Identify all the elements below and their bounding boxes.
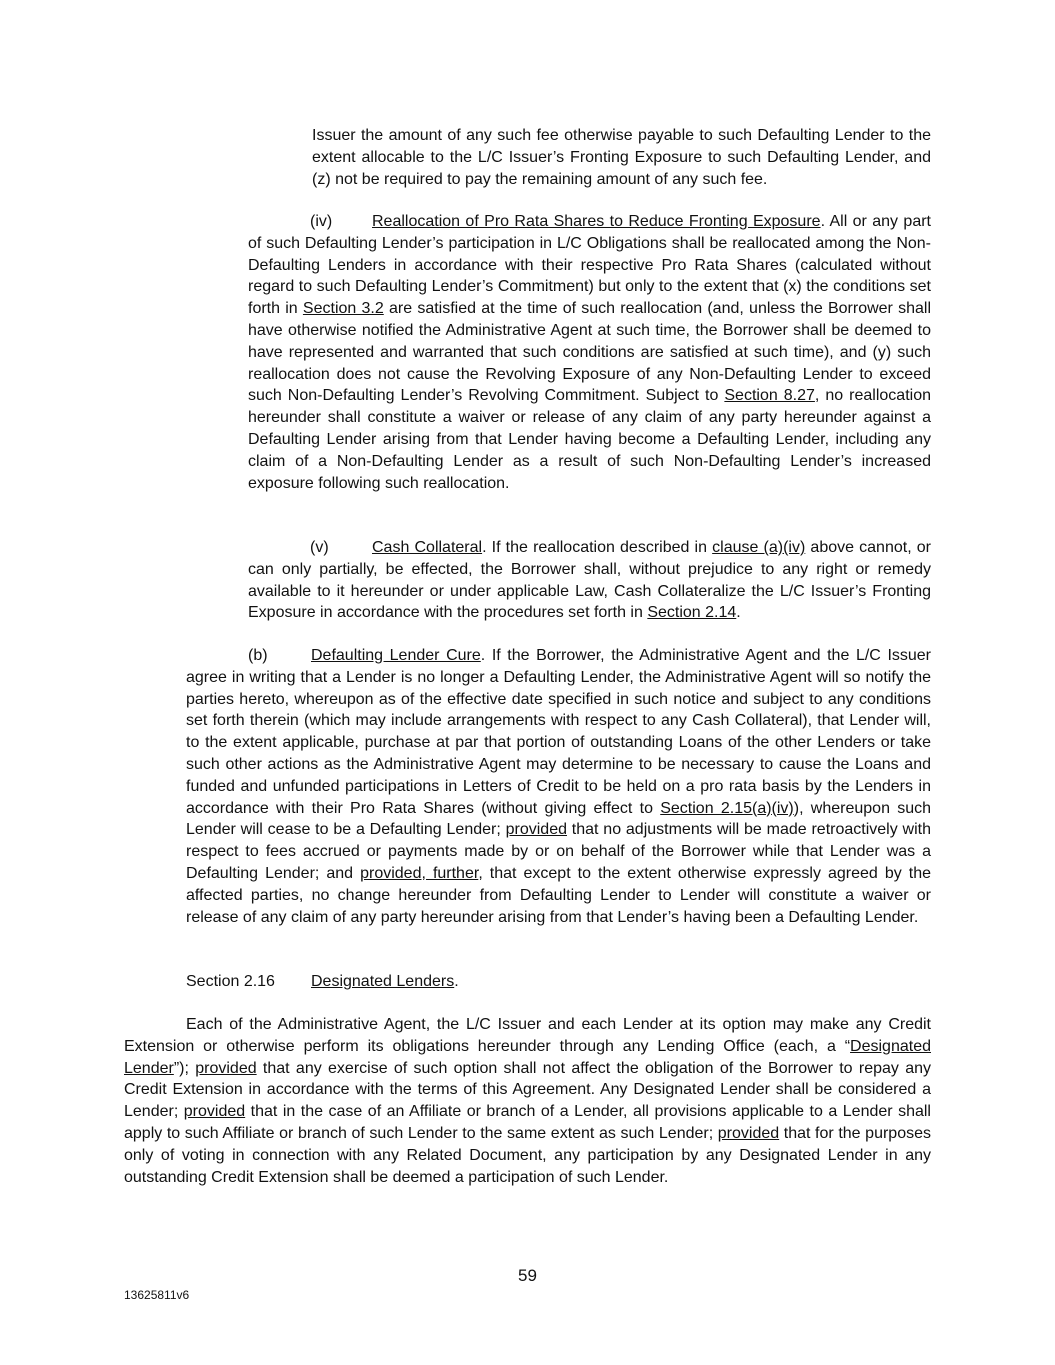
paragraph-text: that in the case of an Affiliate or branch of a Lender, all provisions applicable to a Lender shall apply to such Affiliate or branch of such Lender to the same extent as such Lender; <box>124 1103 931 1142</box>
page-number: 59 <box>518 1266 537 1285</box>
section-reference: Section 2.14 <box>647 604 737 622</box>
clause-text: are satisfied at the time of such reallocation (and, unless the Borrower shall have otherwise notified the Administrative Agent at such time, the Borrower shall be deemed to have represented and warranted that such conditions are satisfied at such time), and (y) such reallocation does not cause the Revolving Exposure of any Non-Defaulting Lender to exceed such Non-Defaulting Lender’s Revolving Commitment. Subject to <box>248 300 932 405</box>
paragraph-text: that for the purposes only of voting in connection with any Related Document, any participation by any Designated Lender in any outstanding Credit Extension shall be deemed a participation of such Lender. <box>124 1124 932 1186</box>
section-title: Designated Lenders <box>311 973 455 990</box>
clause-text: above cannot, or can only partially, be effected, the Borrower shall, without prejudice to any right or remedy available to it hereunder or under applicable Law, Cash Collateralize the L/C Issuer’s Fronting Exposure in accordance with the procedures set forth in <box>248 539 932 622</box>
clause-text: ), whereupon such Lender will cease to be a Defaulting Lender; <box>186 799 932 839</box>
section-heading <box>186 971 931 993</box>
clause-number: (b) <box>248 647 268 664</box>
clause-heading: Cash Collateral <box>372 539 483 556</box>
section-reference: Section 3.2 <box>302 300 384 318</box>
paragraph-iv <box>248 211 931 494</box>
proviso-term: provided, further <box>360 864 479 882</box>
paragraph-text: Issuer the amount of any such fee otherwise payable to such Defaulting Lender to the extent allocable to the L/C Issuer’s Fronting Exposure to such Defaulting Lender, and (z) not be required to pay the remaining amount of any such fee. <box>312 127 931 188</box>
paragraph-text: that any exercise of such option shall not affect the obligation of the Borrower to repay any Credit Extension in accordance with the terms of this Agreement. Any Designated Lender shall be considered a Lender; <box>124 1059 932 1121</box>
clause-text: . <box>736 604 741 622</box>
clause-heading: Reallocation of Pro Rata Shares to Reduce Fronting Exposure <box>372 213 821 230</box>
clause-number: (iv) <box>310 213 333 230</box>
proviso-term: provided <box>717 1124 780 1142</box>
clause-text: that no adjustments will be made retroactively with respect to fees accrued or payments made by or on behalf of the Borrower while that Lender was a Defaulting Lender; and <box>186 821 931 882</box>
paragraph-text: Each of the Administrative Agent, the L/C Issuer and each Lender at its option may make any Credit Extension or otherwise perform its obligations hereunder through any Lending Office (each, a “ <box>124 1016 931 1055</box>
paragraph-continuation <box>312 125 931 190</box>
paragraph-b <box>186 645 931 928</box>
clause-text: . If the Borrower, the Administrative Agent and the L/C Issuer agree in writing that a Lender is no longer a Defaulting Lender, the Administrative Agent will so notify the parties hereto, whereupon as of the effective date specified in such notice and subject to any conditions set forth therein (which may include arrangements with respect to any Cash Collateral), that Lender will, to the extent applicable, purchase at par that portion of outstanding Loans of the other Lenders or take such other actions as the Administrative Agent may determine to be necessary to cause the Loans and funded and unfunded participations in Letters of Credit to be held on a pro rata basis by the Lenders in accordance with their Pro Rata Shares (without giving effect to <box>186 647 932 817</box>
section-title-period: . <box>454 973 459 990</box>
section-reference: Section 2.15(a)(iv) <box>660 799 794 817</box>
proviso-term: provided <box>195 1059 257 1077</box>
defined-term: Designated Lender <box>124 1037 931 1077</box>
clause-heading: Defaulting Lender Cure <box>311 647 481 664</box>
clause-text: , no reallocation hereunder shall constitute a waiver or release of any claim of any party hereunder against a Defaulting Lender arising from that Lender having become a Defaulting Lender, including any claim of a Non-Defaulting Lender as a result of such Non-Defaulting Lender’s increased exposure following such reallocation. <box>248 387 931 492</box>
proviso-term: provided <box>183 1103 246 1121</box>
section-reference: Section 8.27 <box>724 387 815 405</box>
section-reference: clause (a)(iv) <box>712 539 806 556</box>
paragraph-v <box>248 537 931 624</box>
clause-text: . All or any part of such Defaulting Lender’s participation in L/C Obligations shall be reallocated among the Non-Defaulting Lenders in accordance with their respective Pro Rata Shares (calculated without regard to such Defaulting Lender’s Commitment) but only to the extent that (x) the conditions set forth in <box>248 213 931 318</box>
paragraph-section-216 <box>124 1014 931 1188</box>
clause-text: . If the reallocation described in <box>482 539 713 556</box>
clause-number: (v) <box>310 539 329 556</box>
paragraph-text: ”); <box>173 1059 196 1077</box>
document-id: 13625811v6 <box>124 1288 190 1302</box>
proviso-term: provided <box>505 821 567 839</box>
section-label: Section 2.16 <box>186 973 275 990</box>
clause-text: , that except to the extent otherwise expressly agreed by the affected parties, no change hereunder from Defaulting Lender to Lender will constitute a waiver or release of any claim of any party hereunder arising from that Lender’s having been a Defaulting Lender. <box>186 864 932 926</box>
